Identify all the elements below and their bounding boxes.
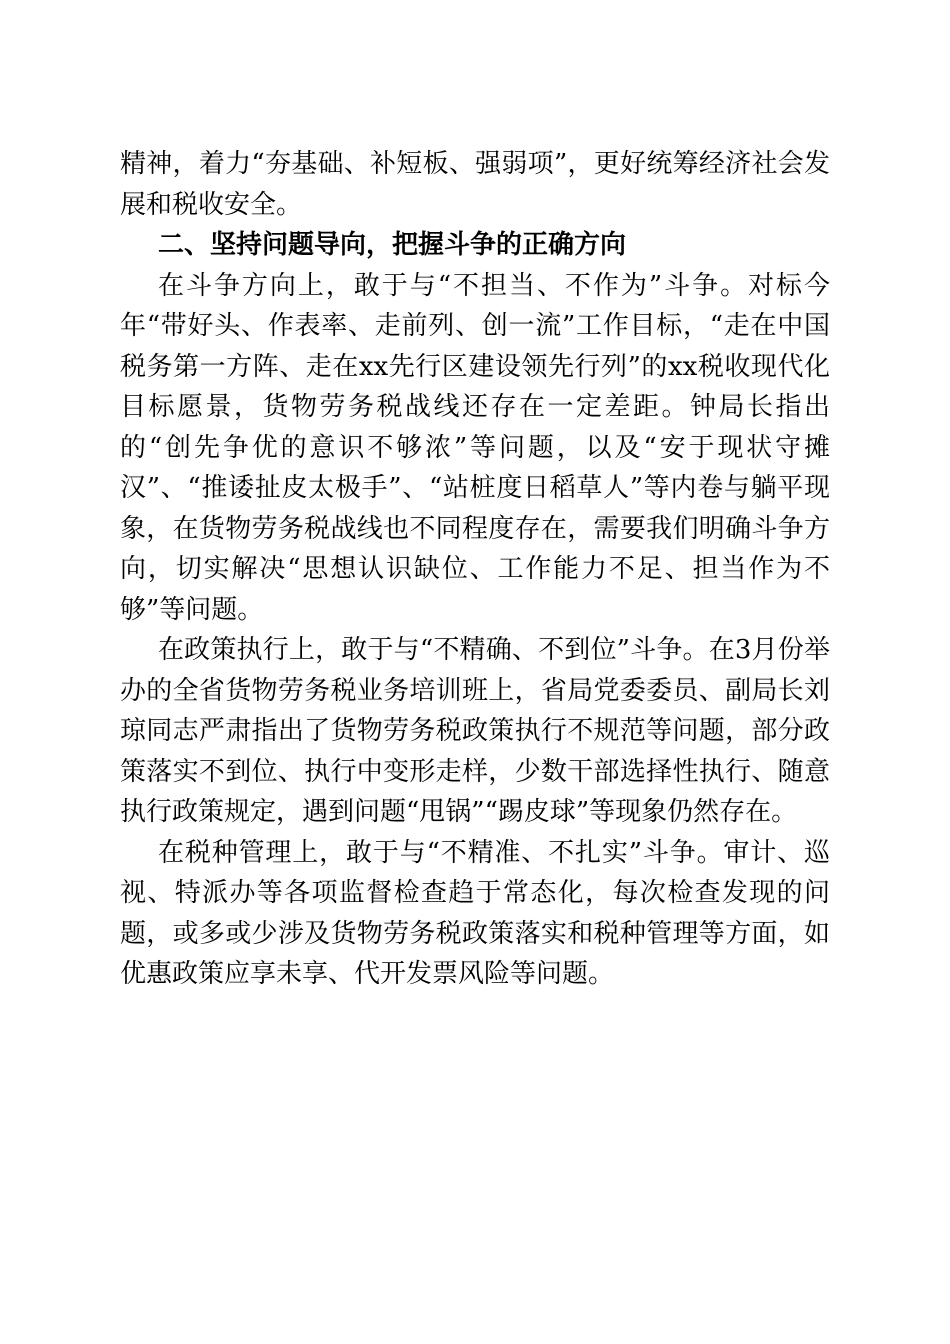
paragraph-policy-execution: 在政策执行上，敢于与“不精确、不到位”斗争。在3月份举办的全省货物劳务税业务培训班上，省局党委委员、副局长刘琼同志严肃指出了货物劳务税政策执行不规范等问题，部分政策落实不到位、执行中变形走样，少数干部选择性执行、随意执行政策规定，遇到问题“甩锅”“踢皮球”等现象仍然存在。 [120, 635, 830, 827]
paragraph-struggle-direction: 在斗争方向上，敢于与“不担当、不作为”斗争。对标今年“带好头、作表率、走前列、创一流”工作目标，“走在中国税务第一方阵、走在xx先行区建设领先行列”的xx税收现代化目标愿景，货物劳务税战线还存在一定差距。钟局长指出的“创先争优的意识不够浓”等问题，以及“安于现状守摊汉”、“推诿扯皮太极手”、“站桩度日稻草人”等内卷与躺平现象，在货物劳务税战线也不同程度存在，需要我们明确斗争方向，切实解决“思想认识缺位、工作能力不足、担当作为不够”等问题。 [120, 270, 830, 625]
paragraph-tax-management: 在税种管理上，敢于与“不精准、不扎实”斗争。审计、巡视、特派办等各项监督检查趋于常态化，每次检查发现的问题，或多或少涉及货物劳务税政策落实和税种管理等方面，如优惠政策应享未享、代开发票风险等问题。 [120, 837, 830, 989]
document-page [120, 144, 830, 995]
paragraph-continuation: 精神，着力“夯基础、补短板、强弱项”，更好统筹经济社会发展和税收安全。 [120, 149, 830, 220]
section-heading: 二、坚持问题导向，把握斗争的正确方向 [158, 230, 627, 260]
